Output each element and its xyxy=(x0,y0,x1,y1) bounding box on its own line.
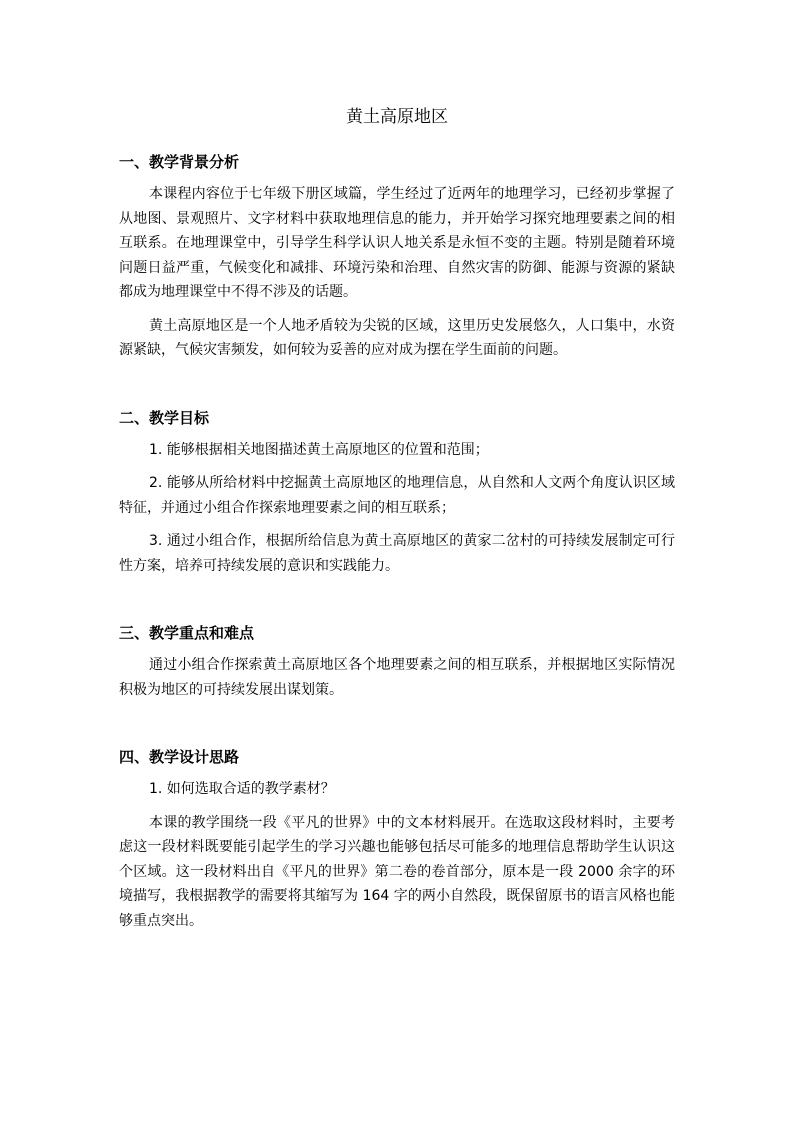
section-design xyxy=(119,745,675,933)
section-heading: 二、教学目标 xyxy=(119,408,210,427)
section-key-points xyxy=(119,621,675,702)
spacer xyxy=(119,372,675,406)
spacer xyxy=(119,587,675,621)
document-title: 黄土高原地区 xyxy=(346,107,448,127)
list-item: 3. 通过小组合作，根据所给信息为黄土高原地区的黄家二岔村的可持续发展制定可行性方案，培养可持续发展的意识和实践能力。 xyxy=(119,533,675,574)
paragraph: 通过小组合作探索黄土高原地区各个地理要素之间的相互联系，并根据地区实际情况积极为地区的可持续发展出谋划策。 xyxy=(119,657,675,698)
paragraph: 本课的教学围绕一段《平凡的世界》中的文本材料展开。在选取这段材料时，主要考虑这一段材料既要能引起学生的学习兴趣也能够包括尽可能多的地理信息帮助学生认识这个区域。这一段材料出自《平凡的世界》第二卷的卷首部分，原本是一段 2000 余字的环境描写，我根据教学的需要将其缩写为 164 字的两小自然段，既保留原书的语言风格也能够重点突出。 xyxy=(119,814,675,929)
section-heading: 四、教学设计思路 xyxy=(119,748,240,766)
spacer xyxy=(119,711,675,745)
paragraph: 黄土高原地区是一个人地矛盾较为尖锐的区域，这里历史发展悠久，人口集中，水资源紧缺，气候灾害频发，如何较为妥善的应对成为摆在学生面前的问题。 xyxy=(119,317,675,358)
section-heading: 三、教学重点和难点 xyxy=(119,624,255,642)
list-item: 2. 能够从所给材料中挖掘黄土高原地区的地理信息，从自然和人文两个角度认识区域特征，并通过小组合作探索地理要素之间的相互联系； xyxy=(119,475,675,516)
section-heading: 一、教学背景分析 xyxy=(119,153,240,171)
document-body xyxy=(119,104,675,942)
section-background xyxy=(119,150,675,363)
list-item: 1. 能够根据相关地图描述黄土高原地区的位置和范围； xyxy=(149,441,489,458)
section-objectives xyxy=(119,406,675,579)
paragraph: 本课程内容位于七年级下册区域篇，学生经过了近两年的地理学习，已经初步掌握了从地图、景观照片、文字材料中获取地理信息的能力，并开始学习探究地理要素之间的相互联系。在地理课堂中，引导学生科学认识人地关系是永恒不变的主题。特别是随着环境问题日益严重，气候变化和减排、环境污染和治理、自然灾害的防御、能源与资源的紧缺都成为地理课堂中不得不涉及的话题。 xyxy=(119,186,675,300)
list-item: 1. 如何选取合适的教学素材？ xyxy=(149,781,335,797)
